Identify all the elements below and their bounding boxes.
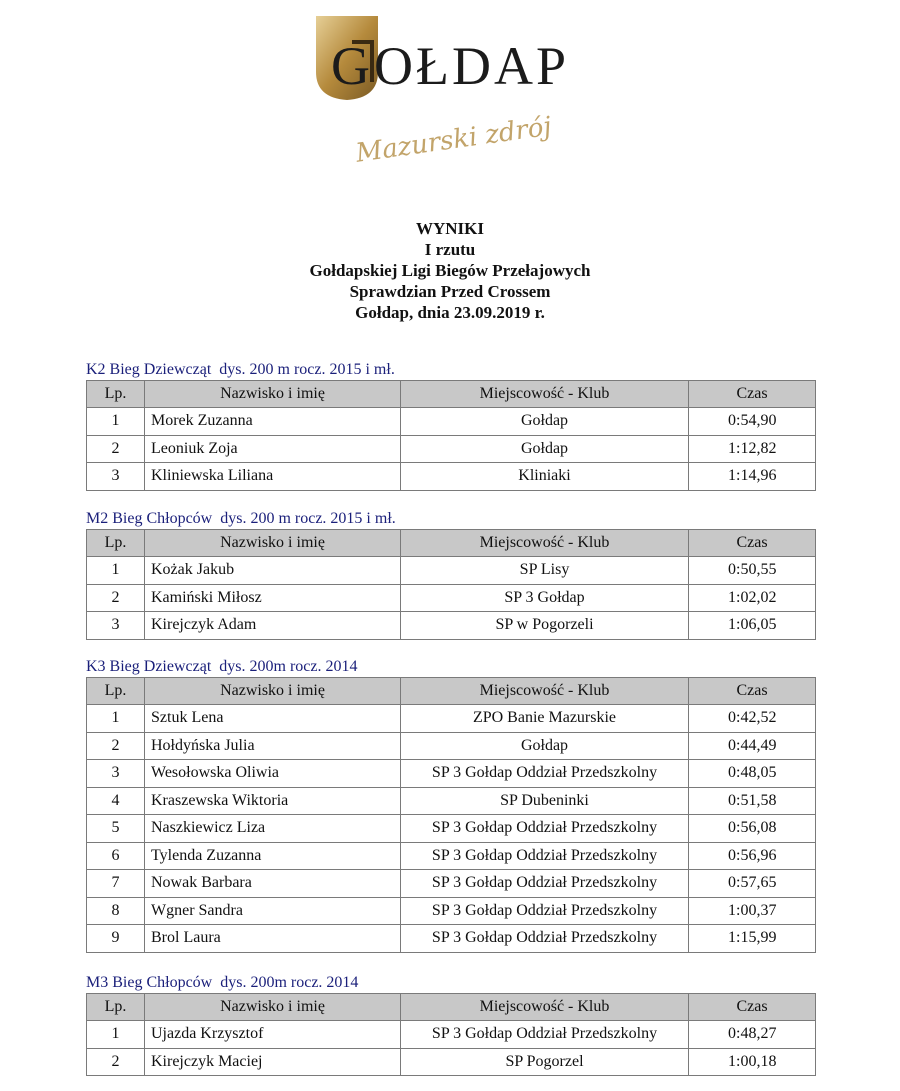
cell-name: Brol Laura	[145, 925, 401, 953]
header-line-3: Gołdapskiej Ligi Biegów Przełajowych	[309, 261, 591, 280]
col-name: Nazwisko i imię	[145, 678, 401, 705]
cell-club: SP 3 Gołdap Oddział Przedszkolny	[401, 760, 689, 788]
cell-name: Kraszewska Wiktoria	[145, 787, 401, 815]
cell-club: SP 3 Gołdap Oddział Przedszkolny	[401, 1021, 689, 1049]
col-club: Miejscowość - Klub	[401, 678, 689, 705]
table-row	[87, 815, 816, 843]
cell-time: 0:42,52	[689, 705, 816, 733]
table-header-row	[87, 530, 816, 557]
cell-name: Kirejczyk Adam	[145, 612, 401, 640]
results-table	[86, 380, 816, 491]
cell-club: SP 3 Gołdap Oddział Przedszkolny	[401, 815, 689, 843]
cell-time: 0:48,27	[689, 1021, 816, 1049]
table-row	[87, 870, 816, 898]
table-header-row	[87, 381, 816, 408]
table-row	[87, 557, 816, 585]
table-row	[87, 408, 816, 436]
cell-name: Tylenda Zuzanna	[145, 842, 401, 870]
section-title: M3 Bieg Chłopców dys. 200m rocz. 2014	[86, 974, 359, 991]
col-name: Nazwisko i imię	[145, 994, 401, 1021]
cell-time: 0:51,58	[689, 787, 816, 815]
col-lp: Lp.	[87, 678, 145, 705]
cell-name: Hołdyńska Julia	[145, 732, 401, 760]
cell-club: SP 3 Gołdap Oddział Przedszkolny	[401, 925, 689, 953]
cell-lp: 6	[87, 842, 145, 870]
cell-lp: 3	[87, 463, 145, 491]
section-title: K3 Bieg Dziewcząt dys. 200m rocz. 2014	[86, 658, 358, 675]
results-table	[86, 993, 816, 1076]
cell-lp: 2	[87, 732, 145, 760]
table-row	[87, 705, 816, 733]
cell-club: SP Lisy	[401, 557, 689, 585]
section-title: M2 Bieg Chłopców dys. 200 m rocz. 2015 i mł.	[86, 510, 396, 527]
cell-name: Kamiński Miłosz	[145, 584, 401, 612]
cell-time: 1:06,05	[689, 612, 816, 640]
results-table	[86, 677, 816, 953]
col-club: Miejscowość - Klub	[401, 530, 689, 557]
cell-name: Kliniewska Liliana	[145, 463, 401, 491]
cell-club: ZPO Banie Mazurskie	[401, 705, 689, 733]
col-lp: Lp.	[87, 994, 145, 1021]
table-header-row	[87, 678, 816, 705]
header-line-5: Gołdap, dnia 23.09.2019 r.	[355, 303, 545, 322]
svg-text:G: G	[331, 36, 370, 96]
cell-name: Kożak Jakub	[145, 557, 401, 585]
cell-time: 1:00,37	[689, 897, 816, 925]
section-k2-girls	[86, 360, 815, 491]
cell-time: 0:57,65	[689, 870, 816, 898]
col-lp: Lp.	[87, 530, 145, 557]
section-title: K2 Bieg Dziewcząt dys. 200 m rocz. 2015 i mł.	[86, 361, 395, 378]
cell-time: 0:56,08	[689, 815, 816, 843]
cell-club: SP 3 Gołdap	[401, 584, 689, 612]
table-row	[87, 435, 816, 463]
table-row	[87, 787, 816, 815]
cell-time: 1:12,82	[689, 435, 816, 463]
cell-time: 0:48,05	[689, 760, 816, 788]
table-row	[87, 842, 816, 870]
col-club: Miejscowość - Klub	[401, 381, 689, 408]
cell-club: Gołdap	[401, 408, 689, 436]
cell-lp: 4	[87, 787, 145, 815]
table-row	[87, 925, 816, 953]
cell-name: Leoniuk Zoja	[145, 435, 401, 463]
section-k3-girls	[86, 657, 815, 953]
table-row	[87, 1048, 816, 1076]
col-time: Czas	[689, 530, 816, 557]
col-club: Miejscowość - Klub	[401, 994, 689, 1021]
cell-club: SP 3 Gołdap Oddział Przedszkolny	[401, 842, 689, 870]
cell-name: Kirejczyk Maciej	[145, 1048, 401, 1076]
table-row	[87, 760, 816, 788]
cell-lp: 2	[87, 1048, 145, 1076]
cell-lp: 5	[87, 815, 145, 843]
cell-lp: 3	[87, 612, 145, 640]
cell-lp: 2	[87, 584, 145, 612]
cell-club: SP w Pogorzeli	[401, 612, 689, 640]
cell-time: 1:00,18	[689, 1048, 816, 1076]
cell-club: Gołdap	[401, 732, 689, 760]
cell-lp: 1	[87, 408, 145, 436]
cell-club: SP Pogorzel	[401, 1048, 689, 1076]
col-name: Nazwisko i imię	[145, 381, 401, 408]
cell-club: Kliniaki	[401, 463, 689, 491]
cell-lp: 3	[87, 760, 145, 788]
cell-club: SP 3 Gołdap Oddział Przedszkolny	[401, 870, 689, 898]
results-table	[86, 529, 816, 640]
cell-name: Wesołowska Oliwia	[145, 760, 401, 788]
cell-lp: 9	[87, 925, 145, 953]
table-row	[87, 897, 816, 925]
section-m2-boys	[86, 509, 815, 640]
cell-name: Nowak Barbara	[145, 870, 401, 898]
cell-club: Gołdap	[401, 435, 689, 463]
cell-time: 0:54,90	[689, 408, 816, 436]
col-name: Nazwisko i imię	[145, 530, 401, 557]
cell-time: 0:50,55	[689, 557, 816, 585]
col-time: Czas	[689, 381, 816, 408]
goldap-logo	[0, 0, 900, 180]
cell-lp: 1	[87, 557, 145, 585]
cell-lp: 1	[87, 705, 145, 733]
logo-wordmark: OŁDAP	[374, 36, 570, 96]
table-row	[87, 1021, 816, 1049]
header-line-2: I rzutu	[424, 240, 476, 259]
cell-name: Morek Zuzanna	[145, 408, 401, 436]
header-line-1: WYNIKI	[415, 219, 484, 238]
cell-club: SP 3 Gołdap Oddział Przedszkolny	[401, 897, 689, 925]
results-header	[0, 218, 900, 323]
cell-time: 0:56,96	[689, 842, 816, 870]
header-line-4: Sprawdzian Przed Crossem	[349, 282, 551, 301]
table-row	[87, 612, 816, 640]
col-time: Czas	[689, 994, 816, 1021]
table-header-row	[87, 994, 816, 1021]
cell-name: Ujazda Krzysztof	[145, 1021, 401, 1049]
col-time: Czas	[689, 678, 816, 705]
table-row	[87, 463, 816, 491]
cell-lp: 7	[87, 870, 145, 898]
cell-club: SP Dubeninki	[401, 787, 689, 815]
section-m3-boys	[86, 973, 815, 1076]
cell-time: 0:44,49	[689, 732, 816, 760]
logo-tagline: Mazurski zdrój	[353, 111, 554, 169]
cell-time: 1:15,99	[689, 925, 816, 953]
cell-lp: 8	[87, 897, 145, 925]
cell-lp: 2	[87, 435, 145, 463]
cell-lp: 1	[87, 1021, 145, 1049]
cell-name: Wgner Sandra	[145, 897, 401, 925]
cell-name: Sztuk Lena	[145, 705, 401, 733]
cell-time: 1:14,96	[689, 463, 816, 491]
col-lp: Lp.	[87, 381, 145, 408]
cell-name: Naszkiewicz Liza	[145, 815, 401, 843]
cell-time: 1:02,02	[689, 584, 816, 612]
table-row	[87, 584, 816, 612]
table-row	[87, 732, 816, 760]
